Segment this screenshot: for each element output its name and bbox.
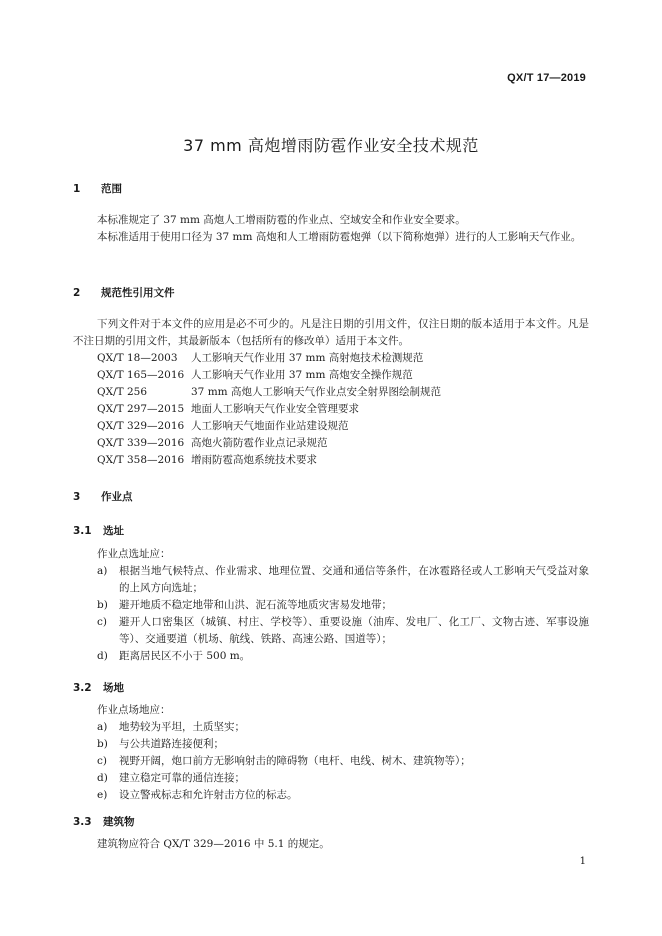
references-intro: 下列文件对于本文件的应用是必不可少的。凡是注日期的引用文件，仅注日期的版本适用于本文件。凡是不注日期的引用文件，其最新版本（包括所有的修改单）适用于本文件。 [73,318,589,347]
reference-item [97,401,359,418]
section-number: 3 [73,491,81,503]
list-text: 与公共道路连接便利； [119,738,224,750]
reference-code: QX/T 18—2003 [97,352,178,364]
subsection-number: 3.3 [73,816,92,828]
reference-title: 人工影响天气作业用 37 mm 高炮安全操作规范 [191,369,413,381]
reference-code: QX/T 358—2016 [97,454,185,466]
list-item [97,648,589,665]
list-item [97,719,589,736]
reference-item [97,435,328,452]
reference-title: 地面人工影响天气作业安全管理要求 [191,403,359,415]
list-text: 视野开阔，炮口前方无影响射击的障碍物（电杆、电线、树木、建筑物等）； [119,755,471,767]
building-requirement: 建筑物应符合 QX/T 329—2016 中 5.1 的规定。 [97,838,330,850]
reference-title: 人工影响天气地面作业站建设规范 [191,420,349,432]
list-text: 距离居民区不小于 500 m。 [119,650,251,662]
list-label: e) [97,789,108,801]
list-label: a) [97,721,108,733]
reference-code: QX/T 165—2016 [97,369,185,381]
section-title: 范围 [101,183,122,195]
subsection-title: 建筑物 [103,816,135,828]
list-text: 避开人口密集区（城镇、村庄、学校等）、重要设施（油库、发电厂、化工厂、文物古迹、军事设施等）、交通要道（机场、航线、铁路、高速公路、国道等）； [119,616,589,645]
list-item [97,770,589,787]
section-heading-2 [73,285,175,300]
reference-item [97,452,317,469]
reference-item [97,350,423,367]
reference-item [97,367,413,384]
list-item [97,597,589,614]
list-text: 地势较为平坦，土质坚实； [119,721,245,733]
list-label: a) [97,565,108,577]
site-ground-intro: 作业点场地应： [97,704,171,716]
standard-code: QX/T 17—2019 [507,72,586,84]
subsection-title: 选址 [103,525,124,537]
section-heading-3 [73,489,133,504]
section-number: 2 [73,287,81,299]
reference-title: 人工影响天气作业用 37 mm 高射炮技术检测规范 [191,352,424,364]
reference-code: QX/T 297—2015 [97,403,185,415]
list-item [97,614,589,648]
list-item [97,787,589,804]
reference-code: QX/T 256 [97,386,148,398]
scope-paragraph-2: 本标准适用于使用口径为 37 mm 高炮和人工增雨防雹炮弹（以下简称炮弹）进行的人工影响天气作业。 [97,231,582,243]
reference-item [97,384,441,401]
list-text: 设立警戒标志和允许射击方位的标志。 [119,789,298,801]
list-label: c) [97,616,107,628]
reference-title: 高炮火箭防雹作业点记录规范 [191,437,328,449]
list-label: d) [97,772,108,784]
list-label: b) [97,738,108,750]
reference-code: QX/T 339—2016 [97,437,185,449]
list-item [97,736,589,753]
subsection-heading-3-1 [73,523,124,538]
list-item [97,753,589,770]
page-number: 1 [579,856,586,867]
list-text: 避开地质不稳定地带和山洪、泥石流等地质灾害易发地带； [119,599,392,611]
list-label: d) [97,650,108,662]
reference-title: 增雨防雹高炮系统技术要求 [191,454,317,466]
subsection-number: 3.1 [73,525,92,537]
section-title: 规范性引用文件 [101,287,175,299]
list-label: b) [97,599,108,611]
subsection-heading-3-2 [73,680,124,695]
document-title: 37 mm 高炮增雨防雹作业安全技术规范 [183,136,479,155]
list-text: 根据当地气候特点、作业需求、地理位置、交通和通信等条件，在冰雹路径或人工影响天气受益对象的上风方向选址； [119,565,589,594]
list-item [97,563,589,597]
subsection-number: 3.2 [73,682,92,694]
section-heading-1 [73,181,122,196]
subsection-heading-3-3 [73,814,135,829]
site-selection-intro: 作业点选址应： [97,548,171,560]
reference-item [97,418,349,435]
list-label: c) [97,755,107,767]
section-title: 作业点 [101,491,133,503]
subsection-title: 场地 [103,682,124,694]
reference-title: 37 mm 高炮人工影响天气作业点安全射界图绘制规范 [191,386,441,398]
scope-paragraph-1: 本标准规定了 37 mm 高炮人工增雨防雹的作业点、空域安全和作业安全要求。 [97,214,466,226]
section-number: 1 [73,183,81,195]
reference-code: QX/T 329—2016 [97,420,185,432]
list-text: 建立稳定可靠的通信连接； [119,772,245,784]
